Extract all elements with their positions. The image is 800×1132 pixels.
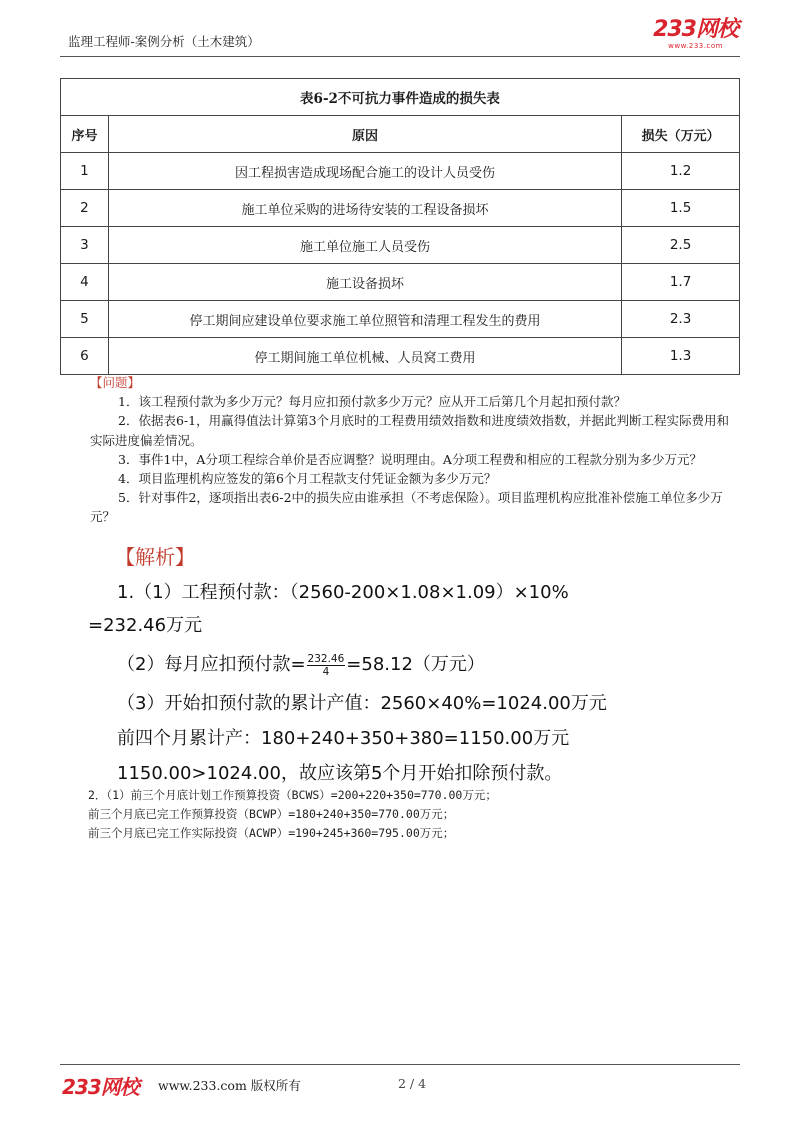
row-reason: 施工设备损坏 — [108, 264, 621, 301]
fraction-denominator: 4 — [322, 665, 330, 678]
question-item: 5．针对事件2，逐项指出表6-2中的损失应由谁承担（不考虑保险）。项目监理机构应批准补偿施工单位多少万元？ — [90, 490, 723, 525]
row-reason: 停工期间施工单位机械、人员窝工费用 — [108, 338, 621, 375]
logo-text: 233网校 — [653, 17, 738, 42]
logo-url: www.233.com — [668, 42, 723, 50]
table-row — [61, 338, 740, 375]
analysis-line-1: 1.（1）工程预付款：（2560-200×1.08×1.09）×10% — [117, 582, 569, 603]
row-loss: 2.3 — [622, 301, 740, 338]
analysis-line-2: =232.46万元 — [88, 615, 203, 636]
analysis-line-3-prefix: （2）每月应扣预付款= — [117, 654, 306, 675]
footer-copyright: www.233.com 版权所有 — [158, 1078, 301, 1093]
questions-header: 【问题】 — [90, 375, 141, 390]
question-item: 4．项目监理机构应签发的第6个月工程款支付凭证金额为多少万元？ — [118, 471, 497, 487]
question-item: 2．依据表6-1，用赢得值法计算第3个月底时的工程费用绩效指数和进度绩效指数，并据此判断工程实际费用和实际进度偏差情况。 — [90, 413, 730, 448]
table-header-row — [61, 116, 740, 153]
row-no: 6 — [61, 338, 109, 375]
page-number: 2 / 4 — [398, 1076, 427, 1091]
table-row — [61, 190, 740, 227]
row-reason: 因工程损害造成现场配合施工的设计人员受伤 — [108, 153, 621, 190]
detail-section — [88, 786, 748, 843]
analysis-line-6: 1150.00>1024.00，故应该第5个月开始扣除预付款。 — [117, 763, 563, 784]
table-row — [61, 153, 740, 190]
analysis-line-3-suffix: =58.12（万元） — [346, 654, 485, 675]
table-caption: 表6-2不可抗力事件造成的损失表 — [61, 79, 740, 116]
question-item: 1．该工程预付款为多少万元？每月应扣预付款多少万元？应从开工后第几个月起扣预付款？ — [118, 394, 626, 410]
detail-line: 前三个月底已完工作实际投资（ACWP）=190+245+360=795.00万元； — [88, 826, 455, 840]
question-item: 3．事件1中，A分项工程综合单价是否应调整？说明理由。A分项工程费和相应的工程款分别为多少万元？ — [118, 451, 702, 467]
footer-logo[interactable]: 233网校 — [62, 1075, 139, 1099]
row-no: 5 — [61, 301, 109, 338]
column-header-loss: 损失（万元） — [622, 116, 740, 153]
row-loss: 1.3 — [622, 338, 740, 375]
row-reason: 施工单位施工人员受伤 — [108, 227, 621, 264]
row-loss: 1.7 — [622, 264, 740, 301]
row-loss: 1.2 — [622, 153, 740, 190]
row-loss: 2.5 — [622, 227, 740, 264]
analysis-line-5: 前四个月累计产：180+240+350+380=1150.00万元 — [117, 728, 570, 749]
fraction — [307, 653, 346, 678]
header-title: 监理工程师-案例分析（土木建筑） — [68, 34, 260, 49]
row-reason: 施工单位采购的进场待安装的工程设备损坏 — [108, 190, 621, 227]
row-no: 2 — [61, 190, 109, 227]
row-loss: 1.5 — [622, 190, 740, 227]
column-header-reason: 原因 — [108, 116, 621, 153]
page-footer — [60, 1064, 740, 1099]
questions-section — [90, 373, 740, 527]
row-no: 4 — [61, 264, 109, 301]
row-no: 3 — [61, 227, 109, 264]
page-header — [60, 18, 740, 57]
detail-line: 前三个月底已完工作预算投资（BCWP）=180+240+350=770.00万元； — [88, 807, 455, 821]
row-reason: 停工期间应建设单位要求施工单位照管和清理工程发生的费用 — [108, 301, 621, 338]
table-row — [61, 301, 740, 338]
brand-logo[interactable] — [653, 18, 738, 50]
column-header-no: 序号 — [61, 116, 109, 153]
analysis-line-3 — [117, 650, 485, 678]
detail-line: 2．（1）前三个月底计划工作预算投资（BCWS）=200+220+350=770.00万元； — [88, 788, 497, 802]
loss-table — [60, 78, 740, 375]
analysis-title: 【解析】 — [115, 545, 195, 569]
table-row — [61, 264, 740, 301]
analysis-line-4: （3）开始扣预付款的累计产值：2560×40%=1024.00万元 — [117, 693, 607, 714]
table-row — [61, 227, 740, 264]
fraction-numerator: 232.46 — [307, 652, 345, 665]
row-no: 1 — [61, 153, 109, 190]
